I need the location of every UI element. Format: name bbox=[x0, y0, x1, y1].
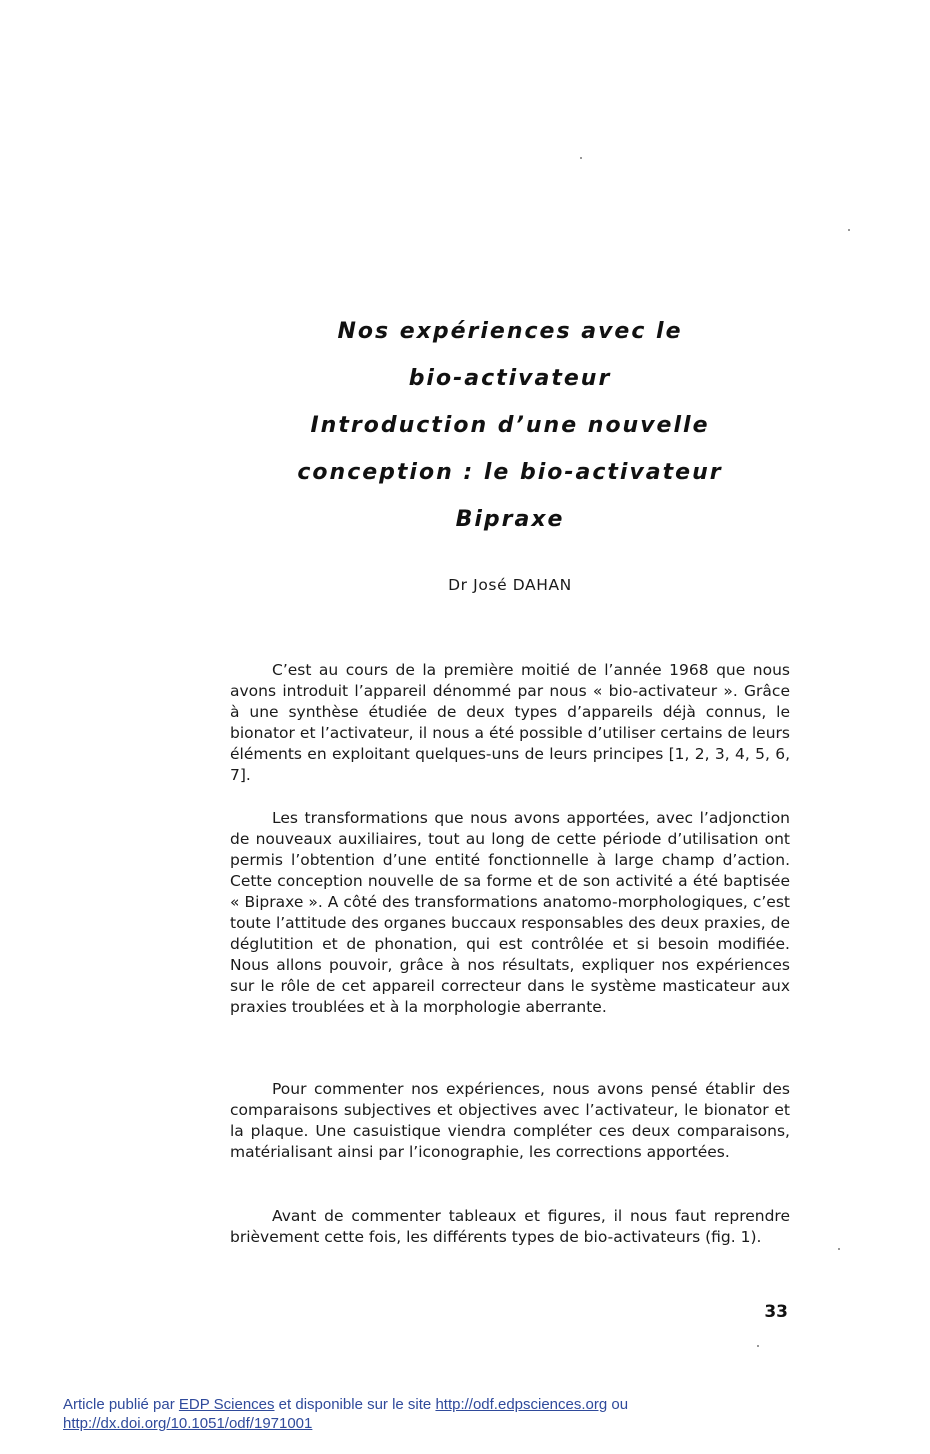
title-line-3: Introduction d’une nouvelle bbox=[310, 413, 710, 438]
site-link[interactable]: http://odf.edpsciences.org bbox=[435, 1396, 608, 1413]
scan-speck bbox=[838, 1248, 840, 1250]
body-paragraph-1: C’est au cours de la première moitié de l’année 1968 que nous avons introduit l’appareil dénommé par nous « bio-activateur ». Grâce à une synthèse étudiée de deux types d’appareils déjà connus, le bionator et l’activateur, il nous a été possible d’utiliser certains de leurs éléments en exploitant quelques-uns de leurs principes [1, 2, 3, 4, 5, 6, 7]. bbox=[230, 661, 790, 784]
title-line-1: Nos expériences avec le bbox=[337, 319, 683, 344]
footer-line-1 bbox=[63, 1395, 628, 1414]
body-paragraph-3: Pour commenter nos expériences, nous avons pensé établir des comparaisons subjectives et objectives avec l’activateur, le bionator et la plaque. Une casuistique viendra compléter ces deux comparaisons, matérialisant ainsi par l’iconographie, les corrections apportées. bbox=[230, 1080, 790, 1161]
scan-speck bbox=[580, 157, 582, 159]
footer-line-2 bbox=[63, 1414, 628, 1433]
publisher-link[interactable]: EDP Sciences bbox=[178, 1396, 275, 1413]
page-number: 33 bbox=[764, 1302, 788, 1322]
scan-speck bbox=[757, 1345, 759, 1347]
body-paragraph-4: Avant de commenter tableaux et figures, il nous faut reprendre brièvement cette fois, les différents types de bio-activateurs (fig. 1). bbox=[230, 1207, 790, 1246]
title-line-2: bio-activateur bbox=[408, 366, 612, 391]
scan-speck bbox=[848, 229, 850, 231]
title-line-4: conception : le bio-activateur bbox=[297, 460, 723, 485]
article-title bbox=[230, 308, 790, 543]
body-paragraph-2: Les transformations que nous avons apportées, avec l’adjonction de nouveaux auxiliaires, tout au long de cette période d’utilisation ont permis l’obtention d’une entité fonctionnelle à large champ d’action. Cette conception nouvelle de sa forme et de son activité a été baptisée « Bipraxe ». A côté des transformations anatomo-morphologiques, c’est toute l’attitude des organes buccaux responsables des deux praxies, de déglutition et de phonation, qui est contrôlée et si besoin modifiée. Nous allons pouvoir, grâce à nos résultats, expliquer nos expériences sur le rôle de cet appareil correcteur dans le système masticateur aux praxies troublées et à la morphologie aberrante. bbox=[230, 809, 790, 1016]
footer-prefix: Article publié par bbox=[63, 1396, 179, 1413]
doi-link[interactable]: http://dx.doi.org/10.1051/odf/1971001 bbox=[63, 1415, 313, 1432]
title-line-5: Bipraxe bbox=[455, 507, 565, 532]
author-name: Dr José DAHAN bbox=[448, 576, 572, 594]
publication-footer bbox=[63, 1395, 628, 1433]
footer-middle: et disponible sur le site bbox=[274, 1396, 436, 1413]
footer-suffix: ou bbox=[607, 1396, 629, 1413]
